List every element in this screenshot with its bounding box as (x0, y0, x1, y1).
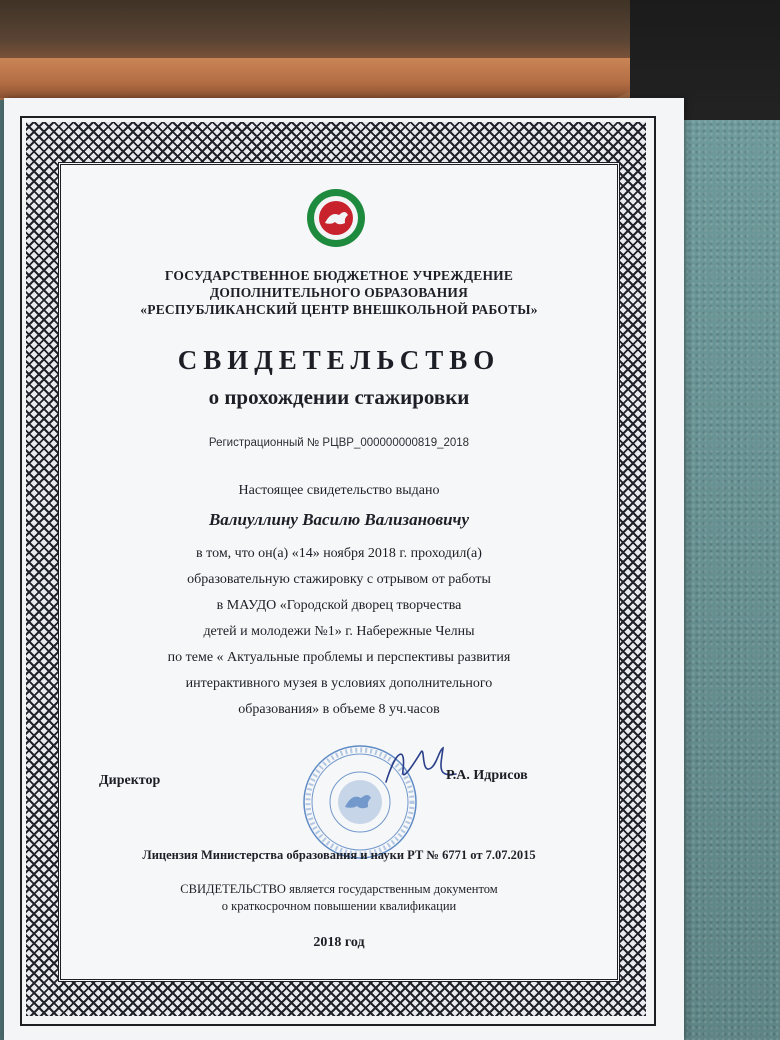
certificate-paper (4, 98, 684, 1040)
director-label: Директор (99, 773, 161, 788)
body-line: образовательную стажировку с отрывом от работы (187, 572, 491, 587)
certificate-title: СВИДЕТЕЛЬСТВО (177, 345, 501, 375)
registration-number: Регистрационный № РЦВР_000000000819_2018 (208, 437, 470, 449)
inner-frame (58, 162, 620, 982)
certificate-subtitle: о прохождении стажировки (208, 385, 470, 409)
certificate-content (61, 165, 617, 979)
org-line-2: ДОПОЛНИТЕЛЬНОГО ОБРАЗОВАНИЯ (209, 285, 469, 300)
license-text: Лицензия Министерства образования и науки РТ № 6771 от 7.07.2015 (142, 848, 536, 862)
body-line: по теме « Актуальные проблемы и перспективы развития (167, 650, 511, 665)
issued-to-text: Настоящее свидетельство выдано (238, 483, 440, 498)
organization-name (61, 267, 617, 318)
document-note (61, 881, 617, 915)
body-line: в том, что он(а) «14» ноября 2018 г. проходил(а) (196, 546, 482, 561)
org-line-1: ГОСУДАРСТВЕННОЕ БЮДЖЕТНОЕ УЧРЕЖДЕНИЕ (164, 268, 514, 283)
body-line: детей и молодежи №1» г. Набережные Челны (203, 624, 475, 639)
body-line: в МАУДО «Городской дворец творчества (216, 598, 462, 613)
director-name: Р.А. Идрисов (446, 768, 528, 783)
org-line-3: «РЕСПУБЛИКАНСКИЙ ЦЕНТР ВНЕШКОЛЬНОЙ РАБОТЫ» (140, 302, 538, 317)
table-edge (0, 58, 640, 98)
body-line: образования» в объеме 8 уч.часов (238, 702, 440, 717)
tatarstan-emblem-icon (305, 187, 367, 249)
note-line-2: о краткосрочном повышении квалификации (221, 899, 457, 913)
recipient-name: Валиуллину Василю Вализановичу (208, 510, 470, 529)
certificate-year: 2018 год (313, 935, 365, 950)
certificate-body (61, 541, 617, 723)
body-line: интерактивного музея в условиях дополнительного (185, 676, 493, 691)
note-line-1: СВИДЕТЕЛЬСТВО является государственным документом (180, 882, 498, 896)
